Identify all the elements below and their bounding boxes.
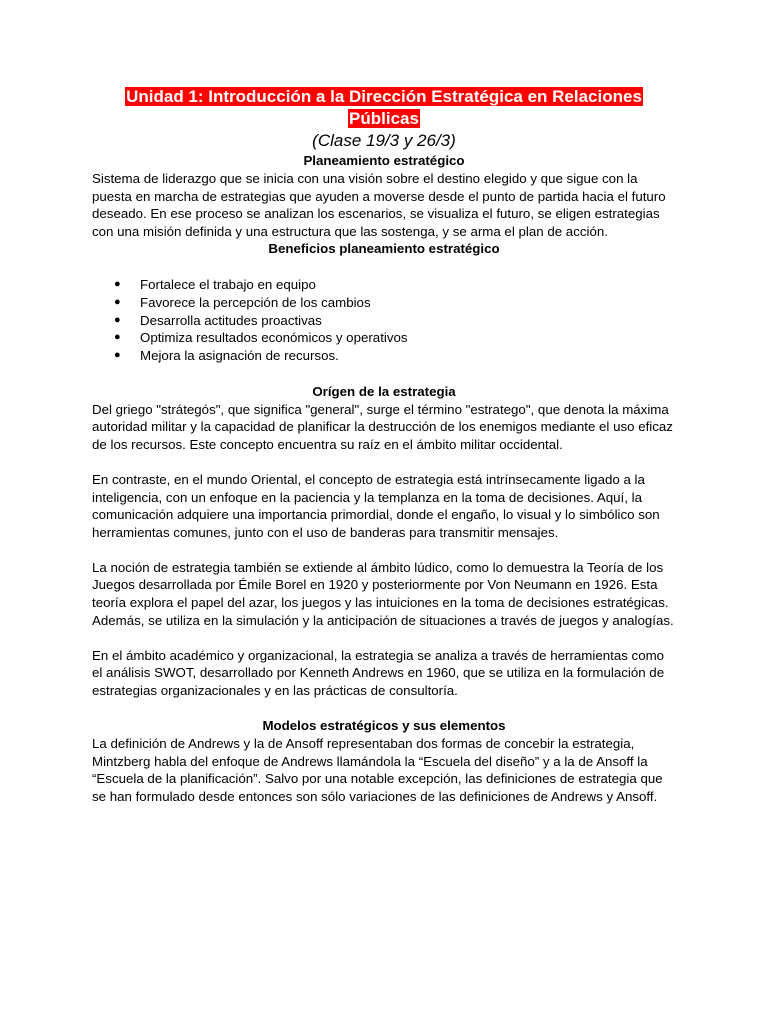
heading-beneficios: Beneficios planeamiento estratégico [268, 241, 500, 257]
list-item [92, 294, 676, 312]
title-block [92, 86, 676, 152]
list-item [92, 276, 676, 294]
paragraph-planeamiento: Sistema de liderazgo que se inicia con una visión sobre el destino elegido y que sigue con la puesta en marcha de estrategias que ayuden a moverse desde el punto de partida hacia el futuro deseado. En ese proceso se analizan los escenarios, se visualiza el futuro, se eligen estrategias con una misión definida y una estructura que las sostenga, y se arma el plan de acción. [92, 171, 666, 239]
paragraph-modelos: La definición de Andrews y la de Ansoff representaban dos formas de concebir la estrategia, Mintzberg habla del enfoque de Andrews llamándola la “Escuela del diseño” y a la de Ansoff la “Escuela de la planificación”. Salvo por una notable excepción, las definiciones de estrategia que se han formulado desde entonces son sólo variaciones de las definiciones de Andrews y Ansoff. [92, 736, 663, 805]
heading-modelos: Modelos estratégicos y sus elementos [262, 718, 506, 734]
list-item [92, 312, 676, 330]
spacer [92, 258, 676, 276]
bullet-icon: ● [114, 295, 121, 308]
bullet-icon: ● [114, 313, 121, 326]
list-item [92, 347, 676, 365]
beneficios-list [92, 276, 676, 365]
paragraph-origen-4: En el ámbito académico y organizacional, la estrategia se analiza a través de herramientas como el análisis SWOT, desarrollado por Kenneth Andrews en 1960, que se utiliza en la formulación de estrategias organizacionales y en las prácticas de consultoría. [92, 647, 665, 699]
spacer [92, 700, 676, 718]
paragraph-origen-3: La noción de estrategia también se extiende al ámbito lúdico, como lo demuestra la Teoría de los Juegos desarrollada por Émile Borel en 1920 y posteriormente por Von Neumann en 1926. Esta teoría explora el papel del azar, los juegos y las intuiciones en la toma de decisiones estratégicas. Además, se utiliza en la simulación y la anticipación de situaciones a través de juegos y analogías. [92, 559, 674, 628]
list-item-text: Optimiza resultados económicos y operativos [140, 330, 408, 346]
bullet-icon: ● [114, 277, 121, 290]
list-item [92, 329, 676, 347]
paragraph-origen-1: Del griego "strátegós", que significa "general", surge el término "estratego", que denota la máxima autoridad militar y la capacidad de planificar la destrucción de los enemigos mediante el uso eficaz de los recursos. Este concepto encuentra su raíz en el ámbito militar occidental. [92, 401, 673, 452]
spacer [92, 453, 676, 471]
spacer [92, 365, 676, 383]
document-page [92, 86, 676, 806]
bullet-icon: ● [114, 349, 121, 362]
document-title [92, 86, 676, 130]
title-line-2: Públicas [349, 109, 419, 128]
list-item-text: Favorece la percepción de los cambios [140, 294, 371, 310]
document-subtitle: (Clase 19/3 y 26/3) [312, 131, 456, 150]
spacer [92, 541, 676, 559]
heading-planeamiento: Planeamiento estratégico [303, 153, 465, 168]
list-item-text: Fortalece el trabajo en equipo [140, 276, 316, 292]
spacer [92, 629, 676, 647]
bullet-icon: ● [114, 331, 121, 344]
paragraph-origen-2: En contraste, en el mundo Oriental, el concepto de estrategia está intrínsecamente ligado a la inteligencia, con un enfoque en la paciencia y la templanza en la toma de decisiones. Aquí, la comunicación adquiere una importancia primordial, donde el engaño, lo visual y lo simbólico son herramientas comunes, junto con el uso de banderas para transmitir mensajes. [92, 471, 660, 540]
title-line-1: Unidad 1: Introducción a la Dirección Estratégica en Relaciones [126, 87, 642, 106]
heading-origen: Orígen de la estrategia [312, 383, 456, 399]
list-item-text: Desarrolla actitudes proactivas [140, 312, 322, 328]
list-item-text: Mejora la asignación de recursos. [140, 348, 339, 364]
